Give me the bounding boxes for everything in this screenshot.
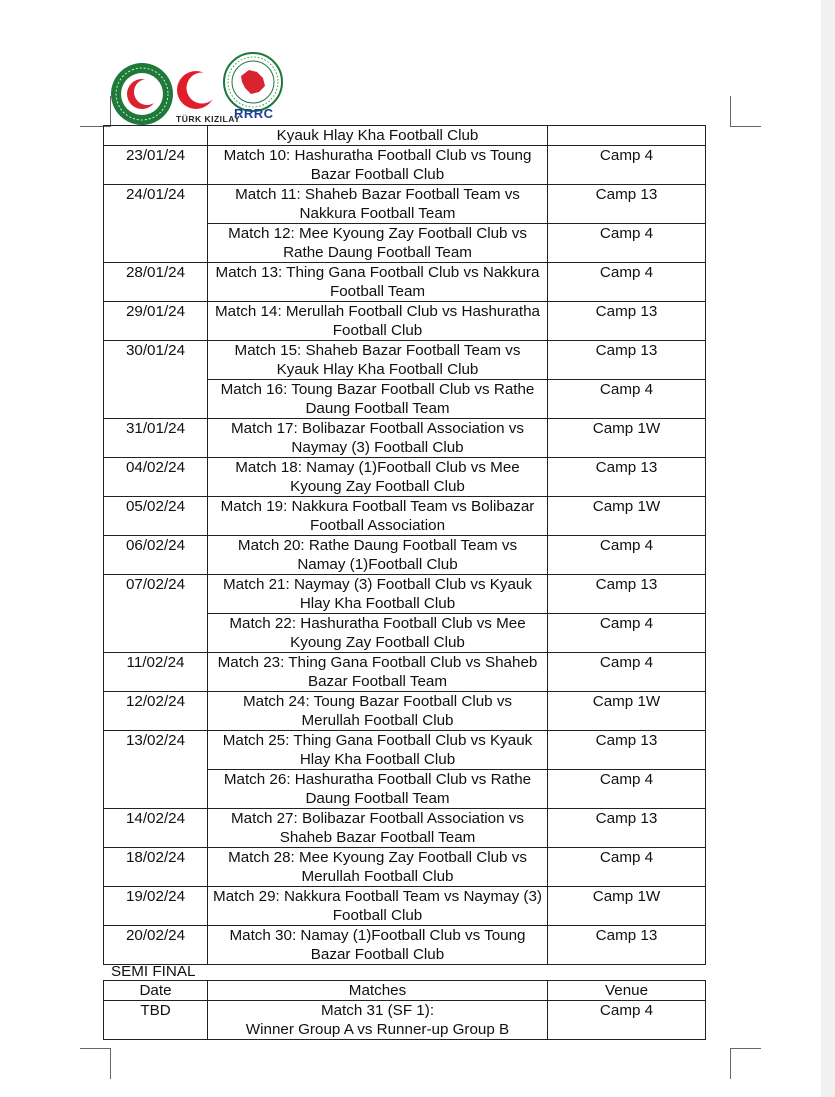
venue-cell: Camp 4 — [548, 146, 706, 185]
match-cell: Match 28: Mee Kyoung Zay Football Club vs Merullah Football Club — [208, 848, 548, 887]
venue-cell: Camp 13 — [548, 458, 706, 497]
match-cell: Match 30: Namay (1)Football Club vs Toung Bazar Football Club — [208, 926, 548, 965]
header-logos — [110, 52, 290, 128]
venue-cell: Camp 13 — [548, 926, 706, 965]
venue-cell: Camp 4 — [548, 536, 706, 575]
matches-header: Matches — [208, 981, 548, 1001]
table-row — [104, 263, 706, 302]
venue-cell: Camp 13 — [548, 185, 706, 224]
table-row — [104, 536, 706, 575]
match-cell: Match 25: Thing Gana Football Club vs Kyauk Hlay Kha Football Club — [208, 731, 548, 770]
date-cell: TBD — [104, 1001, 208, 1040]
venue-cell: Camp 13 — [548, 341, 706, 380]
date-cell: 29/01/24 — [104, 302, 208, 341]
match-line: Winner Group A vs Runner-up Group B — [245, 1021, 510, 1038]
venue-cell: Camp 4 — [548, 224, 706, 263]
date-cell: 07/02/24 — [104, 575, 208, 653]
venue-cell: Camp 4 — [548, 653, 706, 692]
match-cell: Match 24: Toung Bazar Football Club vs Merullah Football Club — [208, 692, 548, 731]
match-cell: Match 29: Nakkura Football Team vs Naymay (3) Football Club — [208, 887, 548, 926]
date-cell — [104, 126, 208, 146]
venue-cell: Camp 4 — [548, 848, 706, 887]
match-cell: Match 10: Hashuratha Football Club vs Toung Bazar Football Club — [208, 146, 548, 185]
date-cell: 23/01/24 — [104, 146, 208, 185]
match-cell: Match 23: Thing Gana Football Club vs Shaheb Bazar Football Team — [208, 653, 548, 692]
date-cell: 13/02/24 — [104, 731, 208, 809]
crop-mark-top-right — [730, 96, 761, 127]
date-header: Date — [104, 981, 208, 1001]
date-cell: 12/02/24 — [104, 692, 208, 731]
venue-cell: Camp 13 — [548, 575, 706, 614]
match-cell: Match 20: Rathe Daung Football Team vs Namay (1)Football Club — [208, 536, 548, 575]
venue-cell: Camp 13 — [548, 809, 706, 848]
header-row — [104, 981, 706, 1001]
venue-cell — [548, 126, 706, 146]
table-row — [104, 731, 706, 770]
venue-cell: Camp 1W — [548, 497, 706, 536]
match-cell: Match 21: Naymay (3) Football Club vs Kyauk Hlay Kha Football Club — [208, 575, 548, 614]
date-cell: 30/01/24 — [104, 341, 208, 419]
table-row — [104, 692, 706, 731]
venue-cell: Camp 1W — [548, 419, 706, 458]
match-cell — [208, 1001, 548, 1040]
date-cell: 20/02/24 — [104, 926, 208, 965]
table-row — [104, 126, 706, 146]
brcs-logo-icon — [110, 62, 174, 126]
match-cell: Kyauk Hlay Kha Football Club — [208, 126, 548, 146]
match-cell: Match 26: Hashuratha Football Club vs Rathe Daung Football Team — [208, 770, 548, 809]
date-cell: 05/02/24 — [104, 497, 208, 536]
match-cell: Match 16: Toung Bazar Football Club vs Rathe Daung Football Team — [208, 380, 548, 419]
crop-mark-bottom-left — [80, 1048, 111, 1079]
venue-cell: Camp 13 — [548, 731, 706, 770]
table-row — [104, 575, 706, 614]
date-cell: 19/02/24 — [104, 887, 208, 926]
venue-cell: Camp 1W — [548, 692, 706, 731]
table-row — [104, 458, 706, 497]
match-cell: Match 18: Namay (1)Football Club vs Mee Kyoung Zay Football Club — [208, 458, 548, 497]
table-row — [104, 926, 706, 965]
fixtures-table — [103, 125, 706, 965]
table-row — [104, 146, 706, 185]
venue-cell: Camp 4 — [548, 380, 706, 419]
match-cell: Match 22: Hashuratha Football Club vs Mee Kyoung Zay Football Club — [208, 614, 548, 653]
crop-mark-top-left — [80, 96, 111, 127]
date-cell: 24/01/24 — [104, 185, 208, 263]
crop-mark-bottom-right — [730, 1048, 761, 1079]
table-row — [104, 497, 706, 536]
date-cell: 14/02/24 — [104, 809, 208, 848]
date-cell: 06/02/24 — [104, 536, 208, 575]
match-cell: Match 12: Mee Kyoung Zay Football Club vs Rathe Daung Football Team — [208, 224, 548, 263]
match-cell: Match 14: Merullah Football Club vs Hashuratha Football Club — [208, 302, 548, 341]
venue-cell: Camp 1W — [548, 887, 706, 926]
date-cell: 18/02/24 — [104, 848, 208, 887]
match-line: Match 31 (SF 1): — [320, 1002, 435, 1019]
table-row — [104, 887, 706, 926]
table-row — [104, 653, 706, 692]
venue-header: Venue — [548, 981, 706, 1001]
semi-final-table — [103, 980, 706, 1040]
table-row — [104, 419, 706, 458]
gov-seal-icon — [223, 52, 283, 112]
venue-cell: Camp 4 — [548, 1001, 706, 1040]
semi-final-heading: SEMI FINAL — [111, 963, 196, 980]
venue-cell: Camp 4 — [548, 770, 706, 809]
date-cell: 28/01/24 — [104, 263, 208, 302]
table-row — [104, 302, 706, 341]
match-cell: Match 13: Thing Gana Football Club vs Nakkura Football Team — [208, 263, 548, 302]
venue-cell: Camp 13 — [548, 302, 706, 341]
date-cell: 04/02/24 — [104, 458, 208, 497]
table-row — [104, 848, 706, 887]
table-row — [104, 341, 706, 380]
table-row — [104, 185, 706, 224]
rrrc-wordmark: RRRC — [234, 106, 274, 121]
match-cell: Match 17: Bolibazar Football Association vs Naymay (3) Football Club — [208, 419, 548, 458]
date-cell: 31/01/24 — [104, 419, 208, 458]
match-cell: Match 15: Shaheb Bazar Football Team vs Kyauk Hlay Kha Football Club — [208, 341, 548, 380]
match-cell: Match 11: Shaheb Bazar Football Team vs Nakkura Football Team — [208, 185, 548, 224]
venue-cell: Camp 4 — [548, 263, 706, 302]
table-row — [104, 809, 706, 848]
kizilay-wordmark: TÜRK KIZILAY — [176, 114, 241, 124]
table-row — [104, 1001, 706, 1040]
date-cell: 11/02/24 — [104, 653, 208, 692]
venue-cell: Camp 4 — [548, 614, 706, 653]
match-cell: Match 27: Bolibazar Football Association vs Shaheb Bazar Football Team — [208, 809, 548, 848]
match-cell: Match 19: Nakkura Football Team vs Bolibazar Football Association — [208, 497, 548, 536]
page-margin — [821, 0, 835, 1097]
